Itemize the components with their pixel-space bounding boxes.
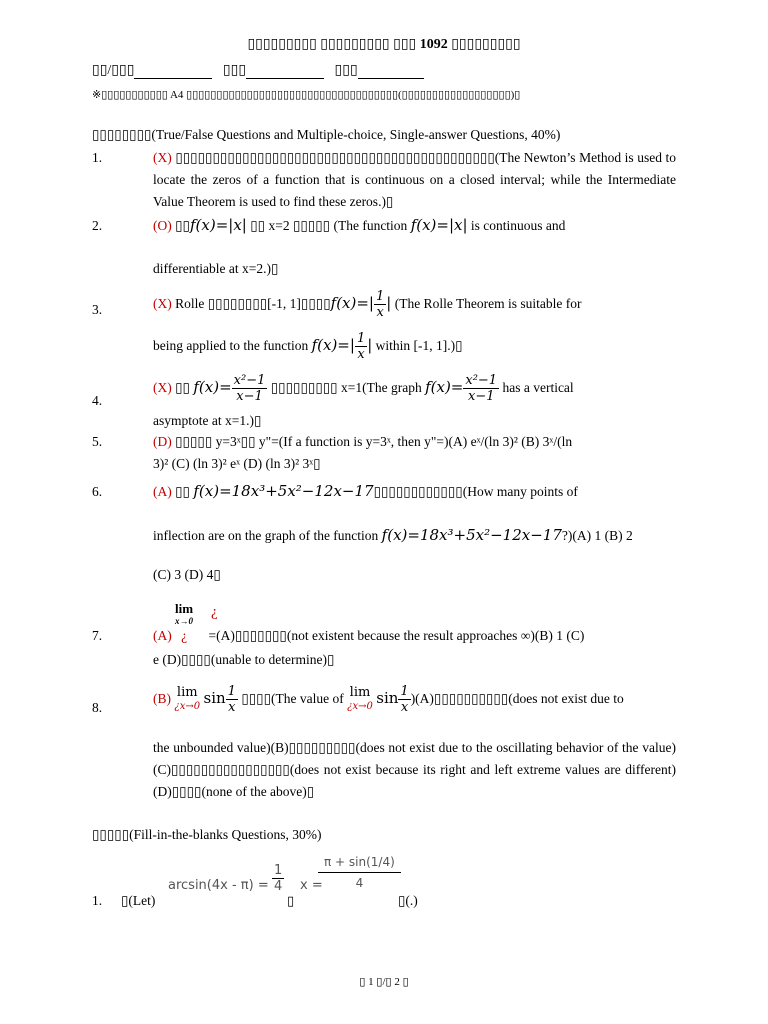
q3-frac-den-2: x <box>357 347 365 363</box>
q3-post: (The Rolle Theorem is suitable for <box>394 296 582 311</box>
q3-function: f(x)=| <box>330 294 374 312</box>
q2-post: is continuous and <box>470 218 566 233</box>
q2-line2: differentiable at x=2.)▯ <box>153 261 279 276</box>
q8-fraction-2 <box>398 684 410 715</box>
q8-frac-den: x <box>228 700 236 716</box>
student-info-fields <box>92 62 424 79</box>
q6-line2b: ?)(A) 1 (B) 2 <box>561 528 633 543</box>
q4-fraction <box>232 373 268 404</box>
q4-frac-num: x²−1 <box>233 373 266 389</box>
q6-line3: (C) 3 (D) 4▯ <box>153 567 221 582</box>
f1-post: ▯(.) <box>398 893 418 908</box>
q8-post: )(A)▯▯▯▯▯▯▯▯▯▯(does not exist due to <box>410 691 624 706</box>
q6-answer: (A) <box>153 484 172 499</box>
q4-mid: ▯▯▯▯▯▯▯▯▯ x=1(The graph <box>270 380 422 395</box>
field1-label: ▯▯/▯▯▯ <box>92 63 135 78</box>
q8-frac-num-2: 1 <box>400 684 409 700</box>
q4-line2: asymptote at x=1.)▯ <box>153 413 262 428</box>
q8-number: 8. <box>92 700 103 715</box>
q2-number: 2. <box>92 218 103 233</box>
q8-lim-text: lim <box>176 684 198 700</box>
field2-blank[interactable] <box>246 64 324 79</box>
field2-label: ▯▯▯ <box>222 63 247 78</box>
q6-line1 <box>153 480 676 503</box>
q6-function-2: f(x)=18x³+5x²−12x−17 <box>381 526 562 544</box>
f1-separator: ▯ <box>287 893 295 908</box>
q8-frac-num: 1 <box>227 684 236 700</box>
q2-line1 <box>153 214 676 237</box>
q6-number: 6. <box>92 484 103 499</box>
f1-expression: arcsin(4x - π) = <box>168 878 269 893</box>
f1-solution <box>318 852 401 893</box>
q8-limit <box>174 686 200 714</box>
q8-mid: ▯▯▯▯(The value of <box>241 691 344 706</box>
q3-fraction <box>374 289 386 320</box>
q2-function-2: f(x)=|x| <box>410 216 468 234</box>
q3-line2a: being applied to the function <box>153 338 309 353</box>
q3-fraction-2 <box>355 331 367 362</box>
q8-sin-2: sin <box>376 689 399 707</box>
q7-qmark-top: ¿ <box>211 604 218 620</box>
q3-number: 3. <box>92 302 103 317</box>
q8-frac-den-2: x <box>400 700 409 716</box>
field3-label: ▯▯▯ <box>334 63 358 78</box>
q3-frac-den: x <box>376 305 384 321</box>
exam-title: ▯▯▯▯▯▯▯▯▯ ▯▯▯▯▯▯▯▯▯ ▯▯▯ 1092 ▯▯▯▯▯▯▯▯▯ <box>247 37 521 52</box>
q3-line1 <box>153 288 676 320</box>
q4-frac-num-2: x²−1 <box>465 373 498 389</box>
q5-answer: (D) <box>153 434 172 449</box>
field3-blank[interactable] <box>358 64 424 79</box>
f1-fraction <box>272 863 284 894</box>
q5-number: 5. <box>92 434 103 449</box>
q4-line1 <box>153 372 676 404</box>
q8-fraction <box>226 684 238 715</box>
q4-pre: ▯▯ <box>175 380 190 395</box>
q7-lim-sub: x→0 <box>175 616 194 626</box>
field1-blank[interactable] <box>134 64 212 79</box>
q7-number: 7. <box>92 628 103 643</box>
f1-x-equals: x = <box>300 878 323 893</box>
q2-answer: (O) <box>153 218 172 233</box>
f1-sol-den: 4 <box>355 876 364 890</box>
q4-answer: (X) <box>153 380 172 395</box>
q7-line1 <box>153 625 676 647</box>
q6-line2 <box>153 524 676 547</box>
q3-frac-num-2: 1 <box>356 331 366 347</box>
f1-frac-num: 1 <box>274 863 283 878</box>
q6-function: f(x)=18x³+5x²−12x−17 <box>193 482 374 500</box>
q3-answer: (X) <box>153 296 172 311</box>
section1-heading: ▯▯▯▯▯▯▯▯(True/False Questions and Multiple-choice, Single-answer Questions, 40%) <box>92 127 561 142</box>
section2-heading: ▯▯▯▯▯(Fill-in-the-blanks Questions, 30%) <box>92 827 322 842</box>
q8-lim-sub: ¿x→0 <box>174 700 201 712</box>
q4-frac-den-2: x−1 <box>467 389 495 405</box>
q8-lim-sub-2: ¿x→0 <box>347 700 373 712</box>
q5-text-1: ▯▯▯▯▯ y=3ˣ▯▯ y"=(If a function is y=3ˣ, then y"=)(A) eˣ/(ln 3)² (B) 3ˣ/(ln <box>175 434 573 449</box>
q5-line1 <box>153 431 676 453</box>
q2-pre: ▯▯ <box>175 218 190 233</box>
q7-qmark: ¿ <box>181 628 188 643</box>
f1-pre: ▯(Let) <box>121 893 156 908</box>
q3-line2b: within [-1, 1].)▯ <box>375 338 463 353</box>
q6-pre: ▯▯ <box>175 484 190 499</box>
q6-line2a: inflection are on the graph of the function <box>153 528 379 543</box>
q8-line1 <box>153 676 676 721</box>
q4-frac-den: x−1 <box>236 389 263 405</box>
q3-bar: | <box>386 294 392 312</box>
q8-line2: the unbounded value)(B)▯▯▯▯▯▯▯▯▯(does not exist due to the oscillating behavior of the value)(C)▯▯▯▯▯▯▯▯▯▯▯▯▯▯▯▯(does not exist because its right and left extreme values are different)(D)▯▯▯▯(none of the above)▯ <box>153 740 676 799</box>
q4-function: f(x)= <box>193 378 232 396</box>
q2-mid: ▯▯ x=2 ▯▯▯▯▯ (The function <box>250 218 408 233</box>
q1-number: 1. <box>92 150 103 165</box>
q1-body <box>153 147 676 213</box>
q4-function-2: f(x)= <box>425 378 464 396</box>
q7-line2: e (D)▯▯▯▯(unable to determine)▯ <box>153 652 335 667</box>
f1-number: 1. <box>92 893 103 908</box>
q8-limit-2 <box>347 686 373 714</box>
q2-function: f(x)=|x| <box>189 216 247 234</box>
q6-post: ▯▯▯▯▯▯▯▯▯▯▯▯(How many points of <box>373 484 578 499</box>
q4-number: 4. <box>92 393 103 408</box>
q7-answer: (A) <box>153 628 172 643</box>
q1-text: ▯▯▯▯▯▯▯▯▯▯▯▯▯▯▯▯▯▯▯▯▯▯▯▯▯▯▯▯▯▯▯▯▯▯▯▯▯▯▯▯▯▯▯(The Newton’s Method is used to locate the zeros of a function that is continuous on a closed interval; while the Intermediate Value Theorem is used to find these zeros.)▯ <box>153 150 677 209</box>
q8-sin: sin <box>203 689 226 707</box>
q8-answer: (B) <box>153 691 171 706</box>
q8-lim-text-2: lim <box>349 684 371 700</box>
q3-frac-num: 1 <box>375 289 385 305</box>
q7-lim-text: lim <box>175 601 194 616</box>
q4-post: has a vertical <box>502 380 574 395</box>
q3-function-2: f(x)=| <box>311 336 355 354</box>
q4-fraction-2 <box>463 373 499 404</box>
f1-frac-den: 4 <box>274 879 283 894</box>
q3-pre: Rolle ▯▯▯▯▯▯▯▯[-1, 1]▯▯▯▯ <box>175 296 331 311</box>
exam-notice: ※▯▯▯▯▯▯▯▯▯▯▯ A4 ▯▯▯▯▯▯▯▯▯▯▯▯▯▯▯▯▯▯▯▯▯▯▯▯▯▯▯▯▯▯▯▯▯▯▯(▯▯▯▯▯▯▯▯▯▯▯▯▯▯▯▯▯▯)▯ <box>92 89 521 101</box>
q3-bar-2: | <box>367 336 373 354</box>
q7-text-1: =(A)▯▯▯▯▯▯▯(not existent because the result approaches ∞)(B) 1 (C) <box>208 628 585 643</box>
q3-line2 <box>153 330 676 362</box>
f1-sol-num: π + sin(1/4) <box>318 852 401 873</box>
page-number: ▯ 1 ▯/▯ 2 ▯ <box>359 976 409 988</box>
q5-line2: 3)² (C) (ln 3)² eˣ (D) (ln 3)² 3ˣ▯ <box>153 456 321 471</box>
q1-answer: (X) <box>153 150 172 165</box>
